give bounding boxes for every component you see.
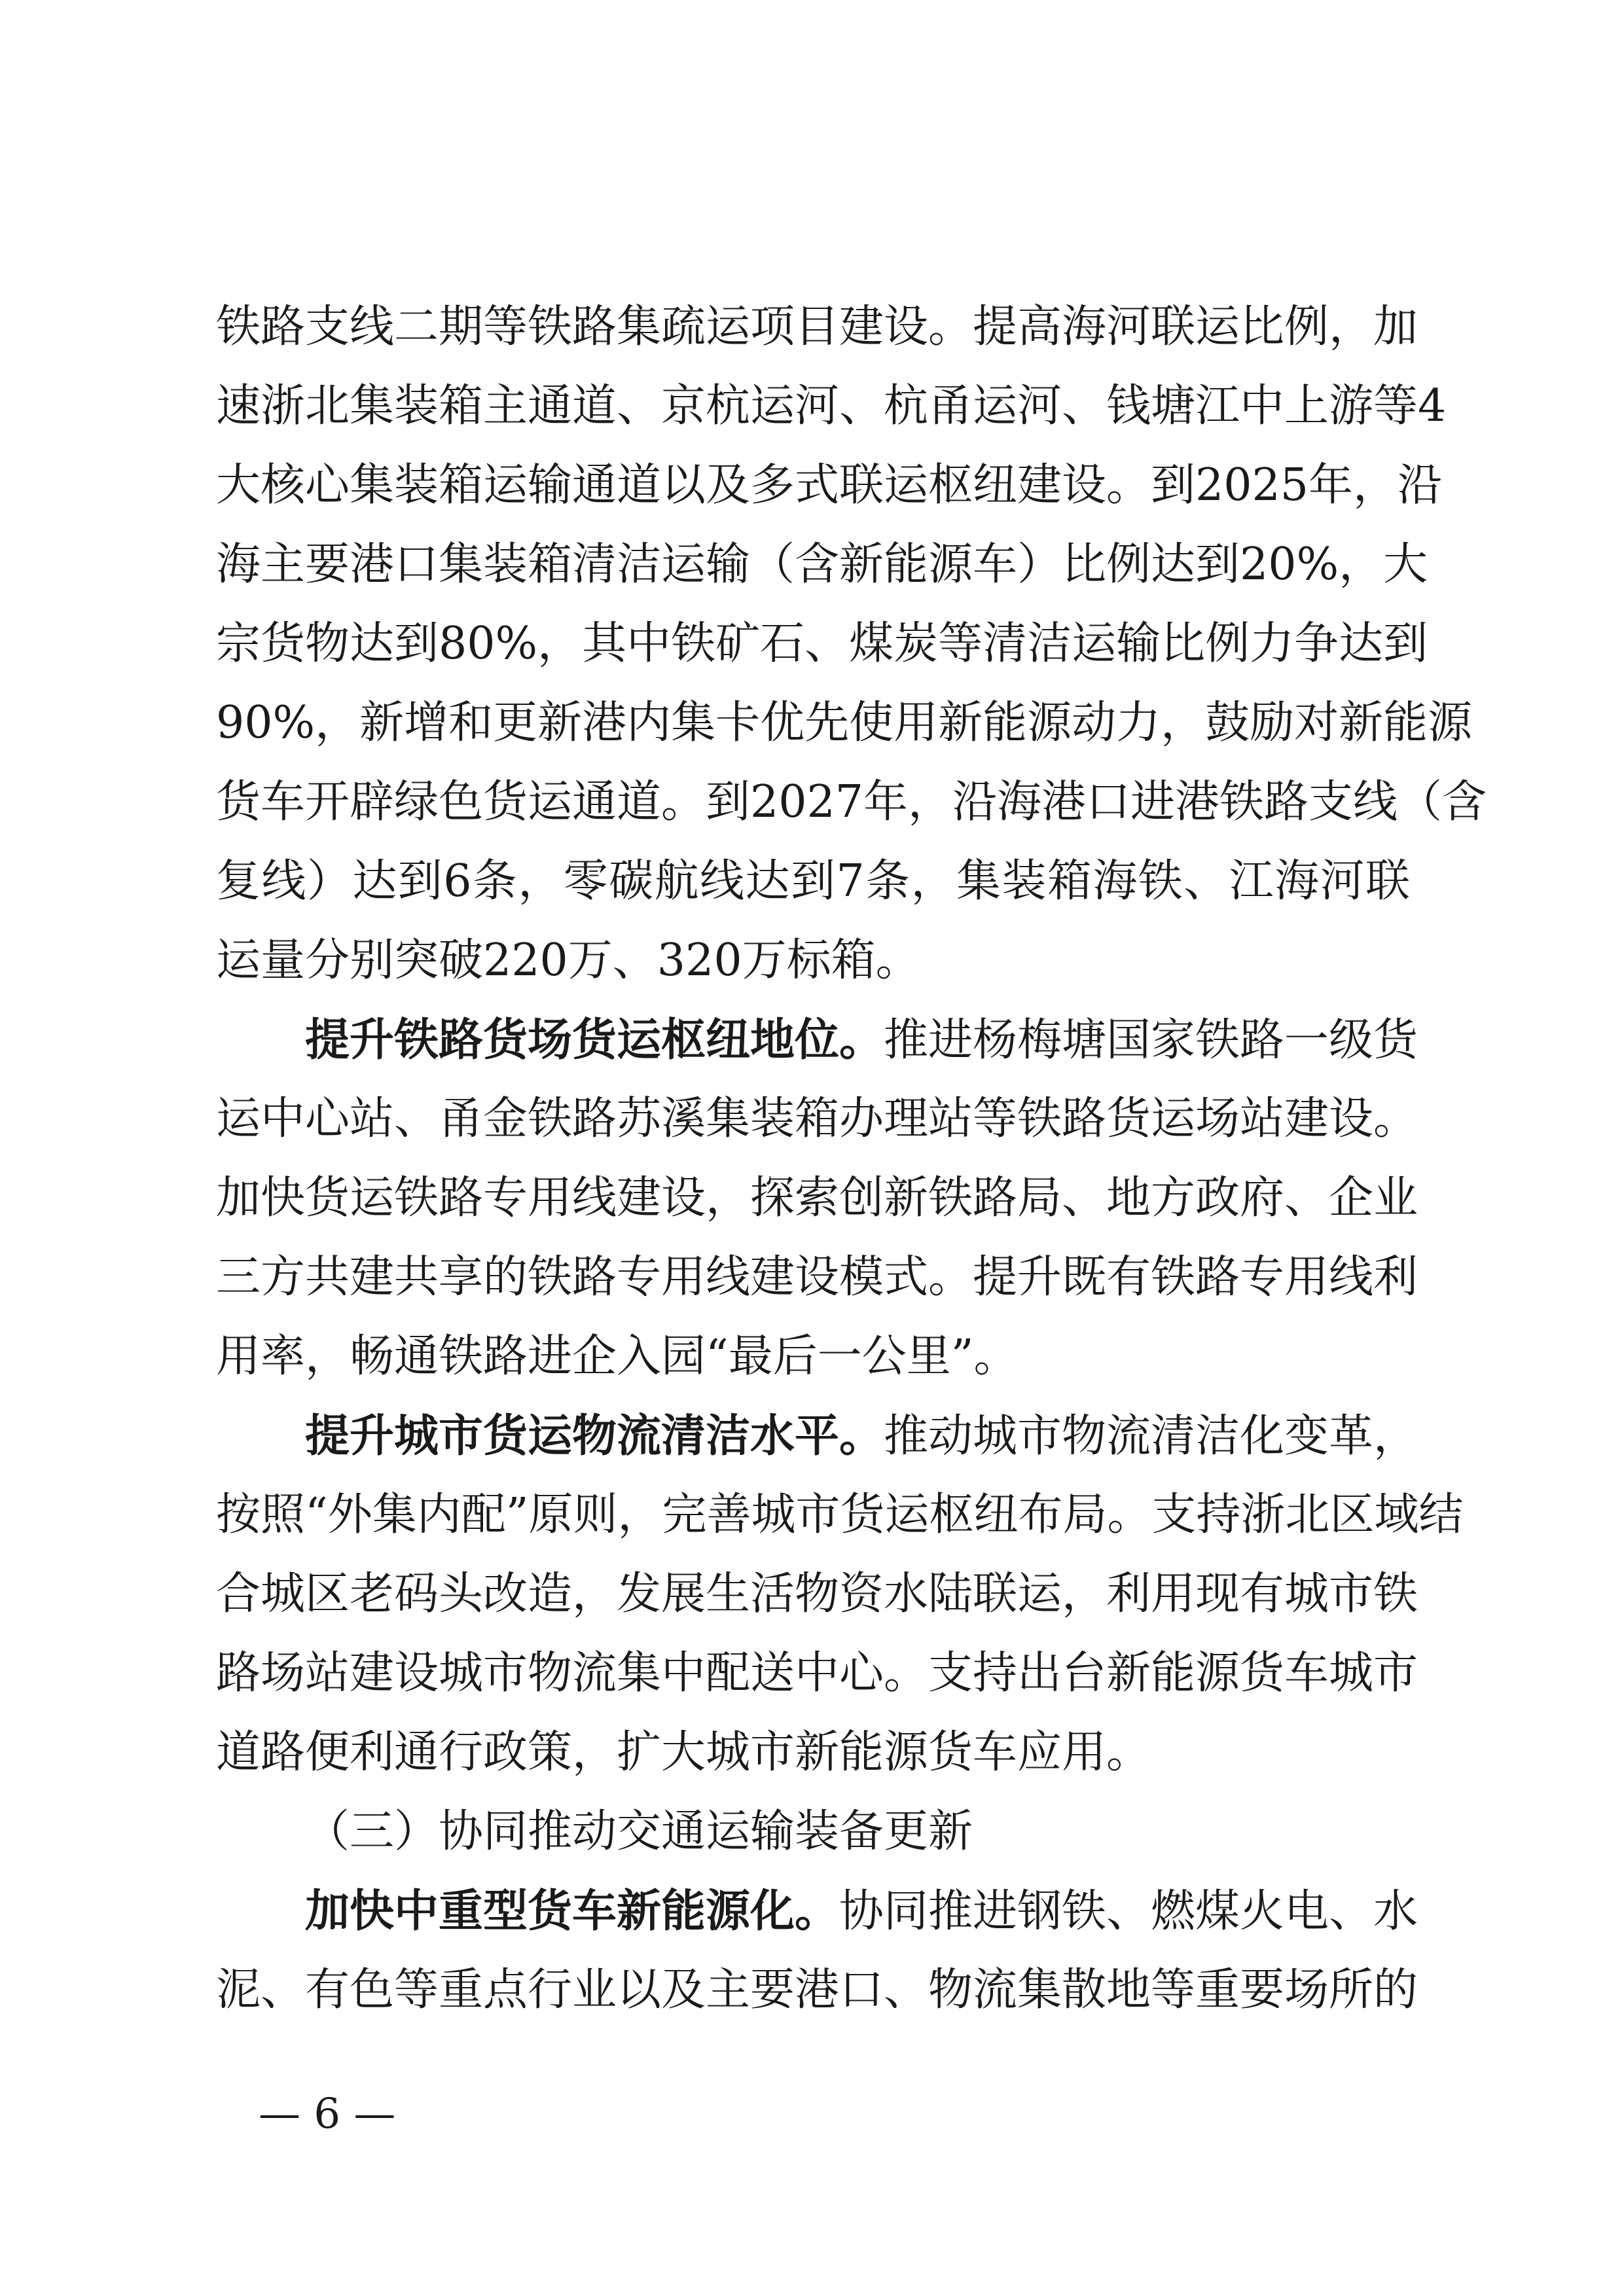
paragraph1-line-1: 铁路支线二期等铁路集疏运项目建设。提高海河联运比例，加 [216,301,1418,353]
paragraph2-first-line-rest: 推进杨梅塘国家铁路一级货 [884,1014,1418,1066]
page-number: — 6 — [259,2090,396,2138]
paragraph2-line-1 [305,1001,1418,1079]
paragraph1-line-2: 速浙北集装箱主通道、京杭运河、杭甬运河、钱塘江中上游等4 [216,380,1447,432]
paragraph1-line-4: 海主要港口集装箱清洁运输（含新能源车）比例达到20%，大 [216,539,1428,590]
paragraph3-line-5: 道路便利通行政策，扩大城市新能源货车应用。 [216,1727,1151,1778]
paragraph3-line-1 [305,1397,1418,1475]
paragraph2-line-5: 用率，畅通铁路进企入园“最后一公里”。 [216,1331,1019,1382]
paragraph3-line-2: 按照“外集内配”原则，完善城市货运枢纽布局。支持浙北区域结 [216,1489,1464,1541]
paragraph4-first-line-rest: 协同推进钢铁、燃煤火电、水 [839,1886,1418,1937]
paragraph2-line-2: 运中心站、甬金铁路苏溪集装箱办理站等铁路货运场站建设。 [216,1093,1418,1145]
paragraph4-line-1 [305,1872,1418,1950]
paragraph1-line-5: 宗货物达到80%，其中铁矿石、煤炭等清洁运输比例力争达到 [216,618,1428,670]
paragraph3-line-4: 路场站建设城市物流集中配送中心。支持出台新能源货车城市 [216,1647,1418,1699]
paragraph1-line-7: 货车开辟绿色货运通道。到2027年，沿海港口进港铁路支线（含 [216,776,1487,828]
section-heading: （三）协同推动交通运输装备更新 [305,1806,973,1857]
paragraph4-line-2: 泥、有色等重点行业以及主要港口、物流集散地等重要场所的 [216,1964,1418,2016]
paragraph3-first-line-rest: 推动城市物流清洁化变革， [884,1410,1418,1462]
paragraph1-line-6: 90%，新增和更新港内集卡优先使用新能源动力，鼓励对新能源 [216,697,1473,749]
paragraph1-line-8: 复线）达到6条，零碳航线达到7条，集装箱海铁、江海河联 [216,855,1410,907]
paragraph4-bold-lead: 加快中重型货车新能源化。 [305,1885,840,1937]
paragraph1-line-9: 运量分别突破220万、320万标箱。 [216,935,920,986]
paragraph2-line-3: 加快货运铁路专用线建设，探索创新铁路局、地方政府、企业 [216,1172,1418,1224]
paragraph2-bold-lead: 提升铁路货场货运枢纽地位。 [305,1014,884,1066]
paragraph1-line-3: 大核心集装箱运输通道以及多式联运枢纽建设。到2025年，沿 [216,459,1443,511]
paragraph3-line-3: 合城区老码头改造，发展生活物资水陆联运，利用现有城市铁 [216,1568,1418,1620]
paragraph3-bold-lead: 提升城市货运物流清洁水平。 [305,1410,884,1462]
paragraph2-line-4: 三方共建共享的铁路专用线建设模式。提升既有铁路专用线利 [216,1251,1418,1303]
